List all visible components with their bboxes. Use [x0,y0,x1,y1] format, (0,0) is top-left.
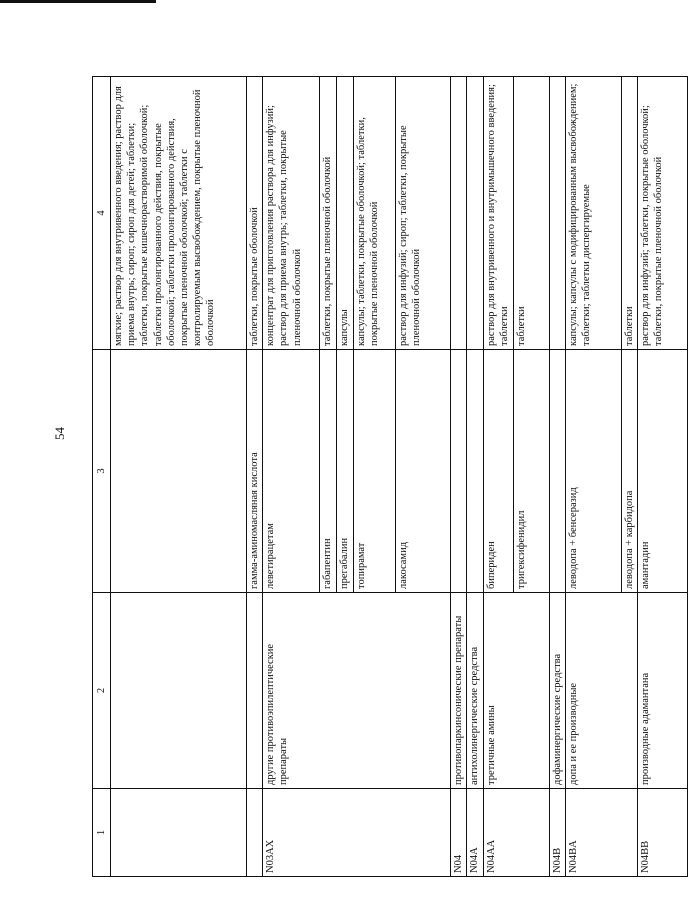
drug-name-cell: тригексифенидил [513,350,549,593]
drug-name-cell: бипериден [483,350,513,593]
drug-list-table [92,76,688,877]
group-name-cell: третичные амины [483,593,549,789]
drug-name-cell: леветирацетам [263,350,320,593]
atc-code-cell: N04BB [637,789,687,877]
atc-code-cell: N04B [549,789,565,877]
drug-name-cell: топирамат [354,350,396,593]
drug-name-cell: габапентин [320,350,337,593]
table-row [483,77,513,877]
table-row [467,77,483,877]
table-row [565,77,621,877]
column-header-4: 4 [93,77,111,350]
dosage-form-cell: таблетки, покрытые оболочкой [247,77,263,350]
atc-code-cell: N04AA [483,789,549,877]
top-rule [0,0,156,3]
page-number: 54 [52,427,67,440]
drug-name-cell [467,350,483,593]
drug-name-cell: гамма-аминомасляная кислота [247,350,263,593]
dosage-form-cell: таблетки [513,77,549,350]
dosage-form-cell: капсулы; таблетки, покрытые оболочкой; таблетки, покрытые пленочной оболочкой [354,77,396,350]
atc-code-cell: N04 [451,789,467,877]
drug-name-cell [549,350,565,593]
dosage-form-cell: таблетки, покрытые пленочной оболочкой [320,77,337,350]
group-name-cell: производные адамантана [637,593,687,789]
dosage-form-cell: капсулы [337,77,354,350]
column-header-1: 1 [93,789,111,877]
atc-code-cell [111,789,247,877]
column-header-2: 2 [93,593,111,789]
drug-name-cell [451,350,467,593]
dosage-form-cell [549,77,565,350]
atc-code-cell: N03AX [263,789,451,877]
table-row [451,77,467,877]
group-name-cell: допа и ее производные [565,593,637,789]
column-header-3: 3 [93,350,111,593]
table-row [637,77,687,877]
group-name-cell: противопаркинсонические препараты [451,593,467,789]
atc-code-cell: N04A [467,789,483,877]
dosage-form-cell: раствор для внутривенного и внутримышечного введения; таблетки [483,77,513,350]
table-row [549,77,565,877]
atc-code-cell [247,789,263,877]
drug-name-cell: леводопа + бенсеразид [565,350,621,593]
drug-name-cell: прегабалин [337,350,354,593]
table-row [111,77,247,877]
drug-name-cell: амантадин [637,350,687,593]
rotated-page-content [92,77,664,877]
dosage-form-cell: концентрат для приготовления раствора для инфузий; раствор для приема внутрь; таблетки, покрытые пленочной оболочкой [263,77,320,350]
dosage-form-cell: таблетки [621,77,637,350]
drug-name-cell [111,350,247,593]
group-name-cell [247,593,263,789]
table-row [263,77,320,877]
group-name-cell: антихолинергические средства [467,593,483,789]
group-name-cell [111,593,247,789]
drug-name-cell: леводопа + карбидопа [621,350,637,593]
header-row [93,77,111,877]
table-row [247,77,263,877]
drug-name-cell: лакосамид [396,350,451,593]
dosage-form-cell: мягкие; раствор для внутривенного введения; раствор для приема внутрь; сироп; сироп для детей; таблетки; таблетки, покрытые кишечнорастворимой оболочкой; таблетки пролонгированного действия, покрытые оболочкой; таблетки пролонгированного действия, покрытые пленочной оболочкой; таблетки с контролируемым высвобождением, покрытые пленочной оболочкой [111,77,247,350]
dosage-form-cell: раствор для инфузий; таблетки, покрытые оболочкой; таблетки, покрытые пленочной оболочкой [637,77,687,350]
dosage-form-cell [467,77,483,350]
dosage-form-cell [451,77,467,350]
dosage-form-cell: капсулы; капсулы с модифицированным высвобождением; таблетки; таблетки диспергируемые [565,77,621,350]
dosage-form-cell: раствор для инфузий; сироп; таблетки, покрытые пленочной оболочкой [396,77,451,350]
atc-code-cell: N04BA [565,789,637,877]
group-name-cell: дофаминергические средства [549,593,565,789]
group-name-cell: другие противоэпилептические препараты [263,593,451,789]
